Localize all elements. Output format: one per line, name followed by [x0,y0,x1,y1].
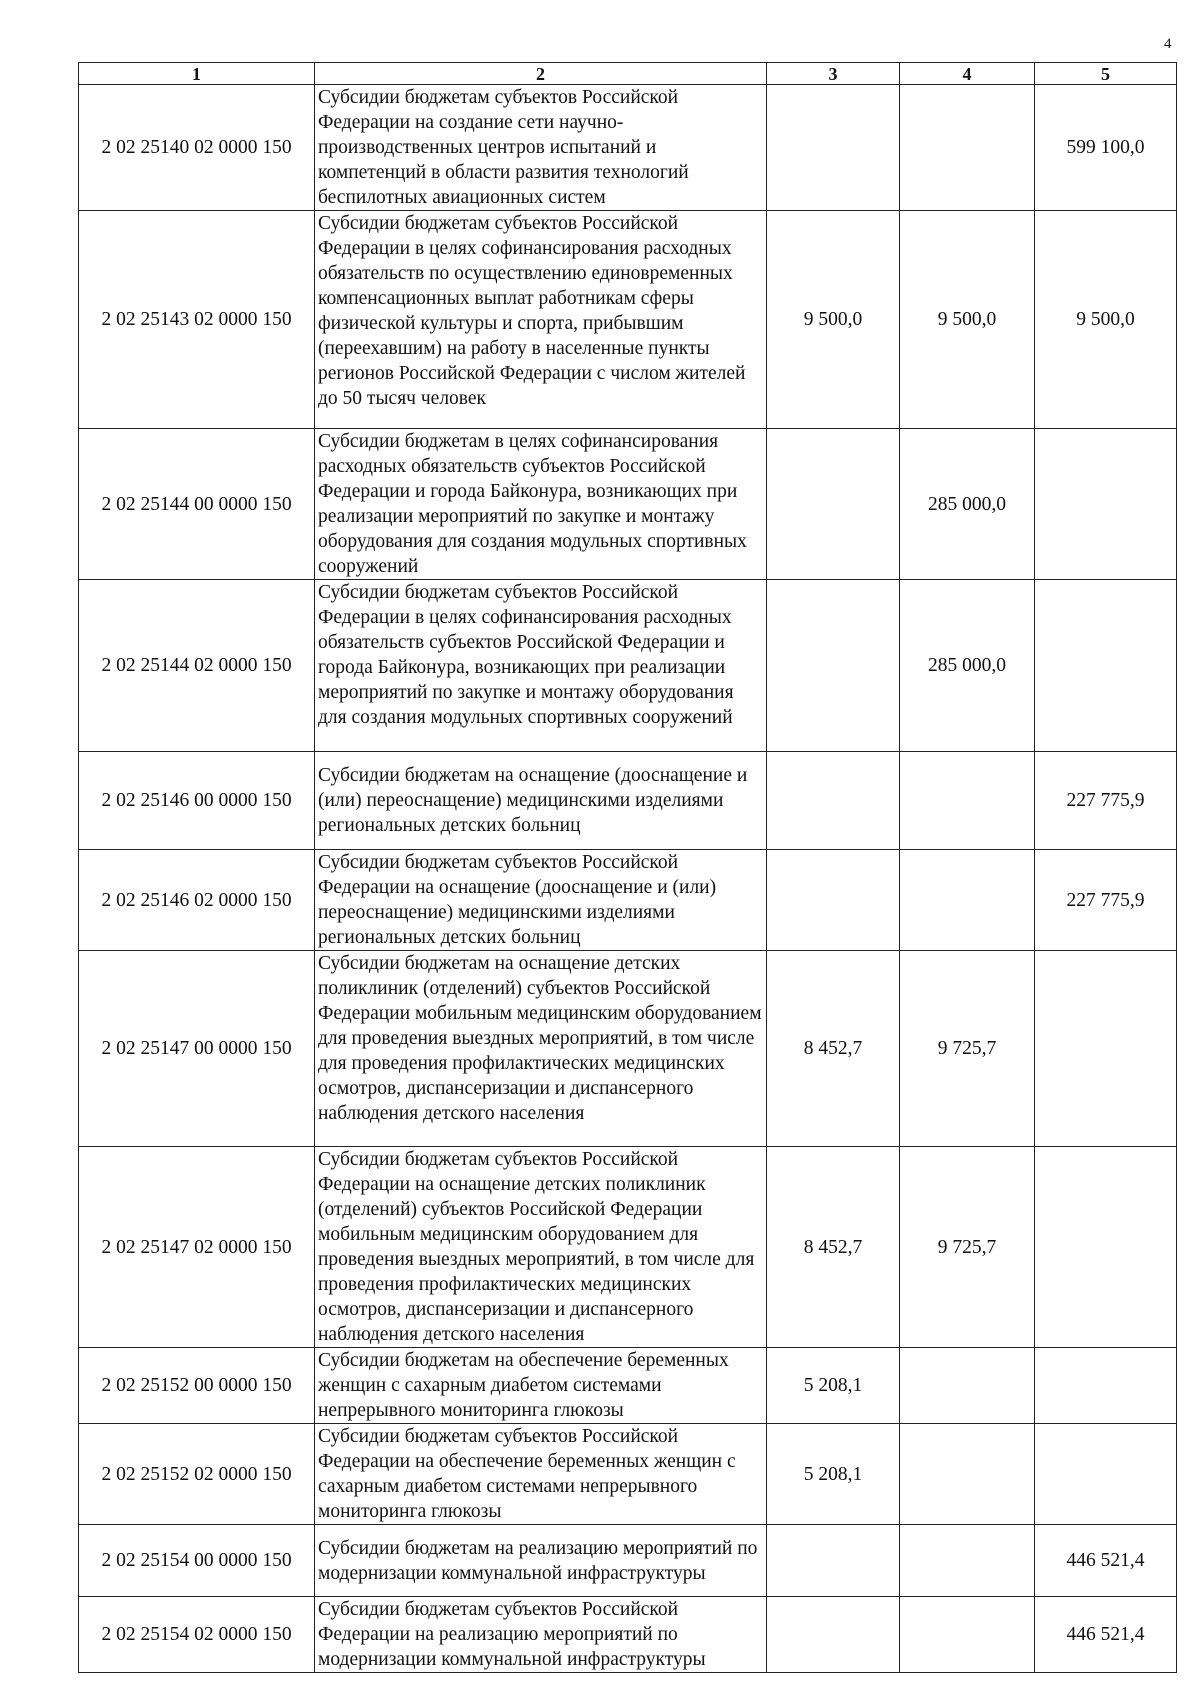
row-code: 2 02 25144 00 0000 150 [79,429,315,580]
page-number: 4 [1164,36,1172,52]
column-header-1: 1 [79,63,315,85]
row-code: 2 02 25143 02 0000 150 [79,211,315,429]
row-value-col4 [900,1348,1035,1424]
table-row [79,429,1177,580]
row-value-col4: 9 500,0 [900,211,1035,429]
row-description: Субсидии бюджетам субъектов Российской Федерации на оснащение детских поликлиник (отделений) субъектов Российской Федерации мобильным медицинским оборудованием для проведения выездных мероприятий, в том числе для проведения профилактических медицинских осмотров, диспансеризации и диспансерного наблюдения детского населения [315,1147,767,1348]
table-row [79,752,1177,850]
row-code: 2 02 25152 02 0000 150 [79,1424,315,1525]
row-code: 2 02 25152 00 0000 150 [79,1348,315,1424]
budget-table [78,62,1177,1673]
row-value-col3 [767,85,900,211]
row-description: Субсидии бюджетам субъектов Российской Федерации в целях софинансирования расходных обязательств по осуществлению единовременных компенсационных выплат работникам сферы физической культуры и спорта, прибывшим (переехавшим) на работу в населенные пункты регионов Российской Федерации с числом жителей до 50 тысяч человек [315,211,767,429]
row-value-col4: 285 000,0 [900,580,1035,752]
row-value-col3 [767,1525,900,1597]
row-value-col4: 9 725,7 [900,1147,1035,1348]
row-value-col3: 8 452,7 [767,1147,900,1348]
table-row [79,1424,1177,1525]
row-value-col3: 8 452,7 [767,951,900,1147]
row-value-col3 [767,429,900,580]
column-header-3: 3 [767,63,900,85]
row-value-col4 [900,752,1035,850]
row-value-col5 [1035,951,1177,1147]
row-description: Субсидии бюджетам на обеспечение беременных женщин с сахарным диабетом системами непрерывного мониторинга глюкозы [315,1348,767,1424]
table-row [79,951,1177,1147]
row-value-col5 [1035,429,1177,580]
row-description: Субсидии бюджетам на оснащение детских поликлиник (отделений) субъектов Российской Федерации мобильным медицинским оборудованием для проведения выездных мероприятий, в том числе для проведения профилактических медицинских осмотров, диспансеризации и диспансерного наблюдения детского населения [315,951,767,1147]
column-header-2: 2 [315,63,767,85]
row-value-col3: 5 208,1 [767,1348,900,1424]
row-code: 2 02 25154 00 0000 150 [79,1525,315,1597]
row-value-col5: 599 100,0 [1035,85,1177,211]
row-value-col4 [900,850,1035,951]
row-description: Субсидии бюджетам субъектов Российской Федерации на оснащение (дооснащение и (или) переоснащение) медицинскими изделиями региональных детских больниц [315,850,767,951]
header-row [79,63,1177,85]
row-description: Субсидии бюджетам на оснащение (дооснащение и (или) переоснащение) медицинскими изделиями региональных детских больниц [315,752,767,850]
table-row [79,1525,1177,1597]
table-row [79,1348,1177,1424]
table-row [79,85,1177,211]
column-header-5: 5 [1035,63,1177,85]
row-description: Субсидии бюджетам в целях софинансирования расходных обязательств субъектов Российской Федерации и города Байконура, возникающих при реализации мероприятий по закупке и монтажу оборудования для создания модульных спортивных сооружений [315,429,767,580]
table-row [79,1147,1177,1348]
row-value-col3: 5 208,1 [767,1424,900,1525]
row-value-col3 [767,850,900,951]
row-value-col3: 9 500,0 [767,211,900,429]
table-row [79,580,1177,752]
row-value-col5: 9 500,0 [1035,211,1177,429]
row-code: 2 02 25154 02 0000 150 [79,1597,315,1673]
row-value-col4: 9 725,7 [900,951,1035,1147]
table-row [79,211,1177,429]
row-code: 2 02 25147 02 0000 150 [79,1147,315,1348]
row-value-col5: 227 775,9 [1035,850,1177,951]
row-value-col3 [767,752,900,850]
column-header-4: 4 [900,63,1035,85]
row-value-col4: 285 000,0 [900,429,1035,580]
row-value-col5: 227 775,9 [1035,752,1177,850]
row-description: Субсидии бюджетам субъектов Российской Федерации на реализацию мероприятий по модернизации коммунальной инфраструктуры [315,1597,767,1673]
row-value-col5 [1035,1424,1177,1525]
row-value-col4 [900,1424,1035,1525]
row-code: 2 02 25146 00 0000 150 [79,752,315,850]
row-code: 2 02 25147 00 0000 150 [79,951,315,1147]
row-value-col5 [1035,1348,1177,1424]
row-code: 2 02 25144 02 0000 150 [79,580,315,752]
row-description: Субсидии бюджетам субъектов Российской Федерации на создание сети научно-производственных центров испытаний и компетенций в области развития технологий беспилотных авиационных систем [315,85,767,211]
row-description: Субсидии бюджетам на реализацию мероприятий по модернизации коммунальной инфраструктуры [315,1525,767,1597]
row-value-col5 [1035,580,1177,752]
row-value-col5: 446 521,4 [1035,1525,1177,1597]
row-code: 2 02 25146 02 0000 150 [79,850,315,951]
row-code: 2 02 25140 02 0000 150 [79,85,315,211]
row-description: Субсидии бюджетам субъектов Российской Федерации на обеспечение беременных женщин с сахарным диабетом системами непрерывного мониторинга глюкозы [315,1424,767,1525]
row-value-col5 [1035,1147,1177,1348]
row-value-col4 [900,85,1035,211]
row-value-col3 [767,580,900,752]
table-row [79,1597,1177,1673]
row-value-col4 [900,1525,1035,1597]
row-value-col4 [900,1597,1035,1673]
row-description: Субсидии бюджетам субъектов Российской Федерации в целях софинансирования расходных обязательств субъектов Российской Федерации и города Байконура, возникающих при реализации мероприятий по закупке и монтажу оборудования для создания модульных спортивных сооружений [315,580,767,752]
table-row [79,850,1177,951]
row-value-col5: 446 521,4 [1035,1597,1177,1673]
row-value-col3 [767,1597,900,1673]
